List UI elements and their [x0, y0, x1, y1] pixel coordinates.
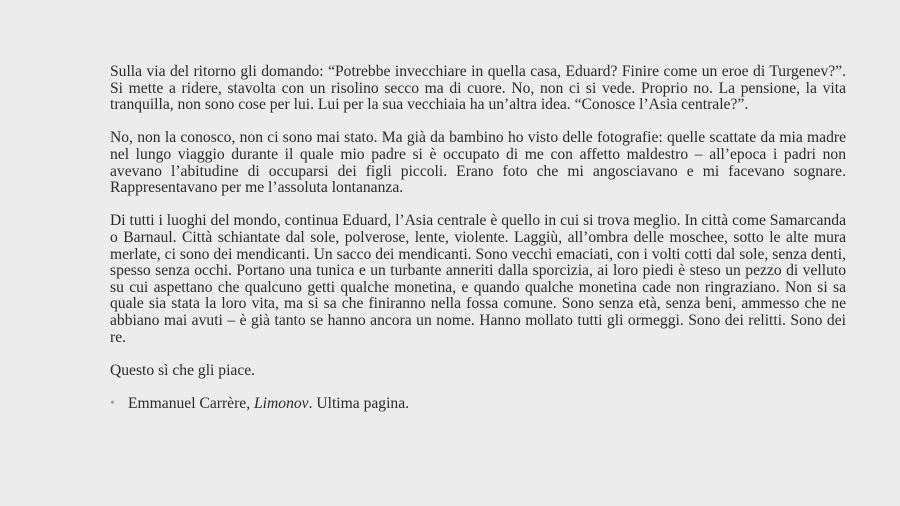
bullet-dot-icon: • — [110, 395, 115, 411]
citation-title: Limonov — [254, 394, 309, 412]
paragraph-3: Di tutti i luoghi del mondo, continua Eduard, l’Asia centrale è quello in cui si trova meglio. In città come Samarcanda o Barnaul. Città schiantate dal sole, polverose, lente, violente. Laggiù, all’ombra delle moschee, sotto le alte mura merlate, ci sono dei mendicanti. Un sacco dei mendicanti. Sono vecchi emaciati, con i volti cotti dal sole, senza denti, spesso senza occhi. Portano una tunica e un turbante anneriti dalla sporcizia, ai loro piedi è steso un pezzo di velluto su cui aspettano che qualcuno getti qualche monetina, e quando qualche monetina cade non ringraziano. Non si sa quale sia stata la loro vita, ma si sa che finiranno nella fossa comune. Sono senza età, senza beni, ammesso che ne abbiano mai avuti – è già tanto se hanno ancora un nome. Hanno mollato tutti gli ormeggi. Sono dei relitti. Sono dei re. — [110, 212, 846, 346]
slide-body — [110, 64, 846, 412]
citation-author: Emmanuel Carrère, — [128, 394, 254, 412]
citation-bullet — [110, 396, 846, 413]
citation-note: . Ultima pagina. — [308, 394, 410, 412]
paragraph-4: Questo sì che gli piace. — [110, 361, 256, 379]
paragraph-2: No, non la conosco, non ci sono mai stato. Ma già da bambino ho visto delle fotografie: quelle scattate da mia madre nel lungo viaggio durante il quale mio padre si è occupato di me con affetto maldestro – all’epoca i padri non avevano l’abitudine di occuparsi dei figli piccoli. Erano foto che mi angosciavano e mi facevano sognare. Rappresentavano per me l’assoluta lontananza. — [110, 129, 846, 197]
paragraph-1: Sulla via del ritorno gli domando: “Potrebbe invecchiare in quella casa, Eduard? Finire come un eroe di Turgenev?”. Si mette a ridere, stavolta con un risolino secco ma di cuore. No, non ci si vede. Proprio no. La pensione, la vita tranquilla, non sono cose per lui. Lui per la sua vecchiaia ha un’altra idea. “Conosce l’Asia centrale?”. — [110, 63, 846, 114]
